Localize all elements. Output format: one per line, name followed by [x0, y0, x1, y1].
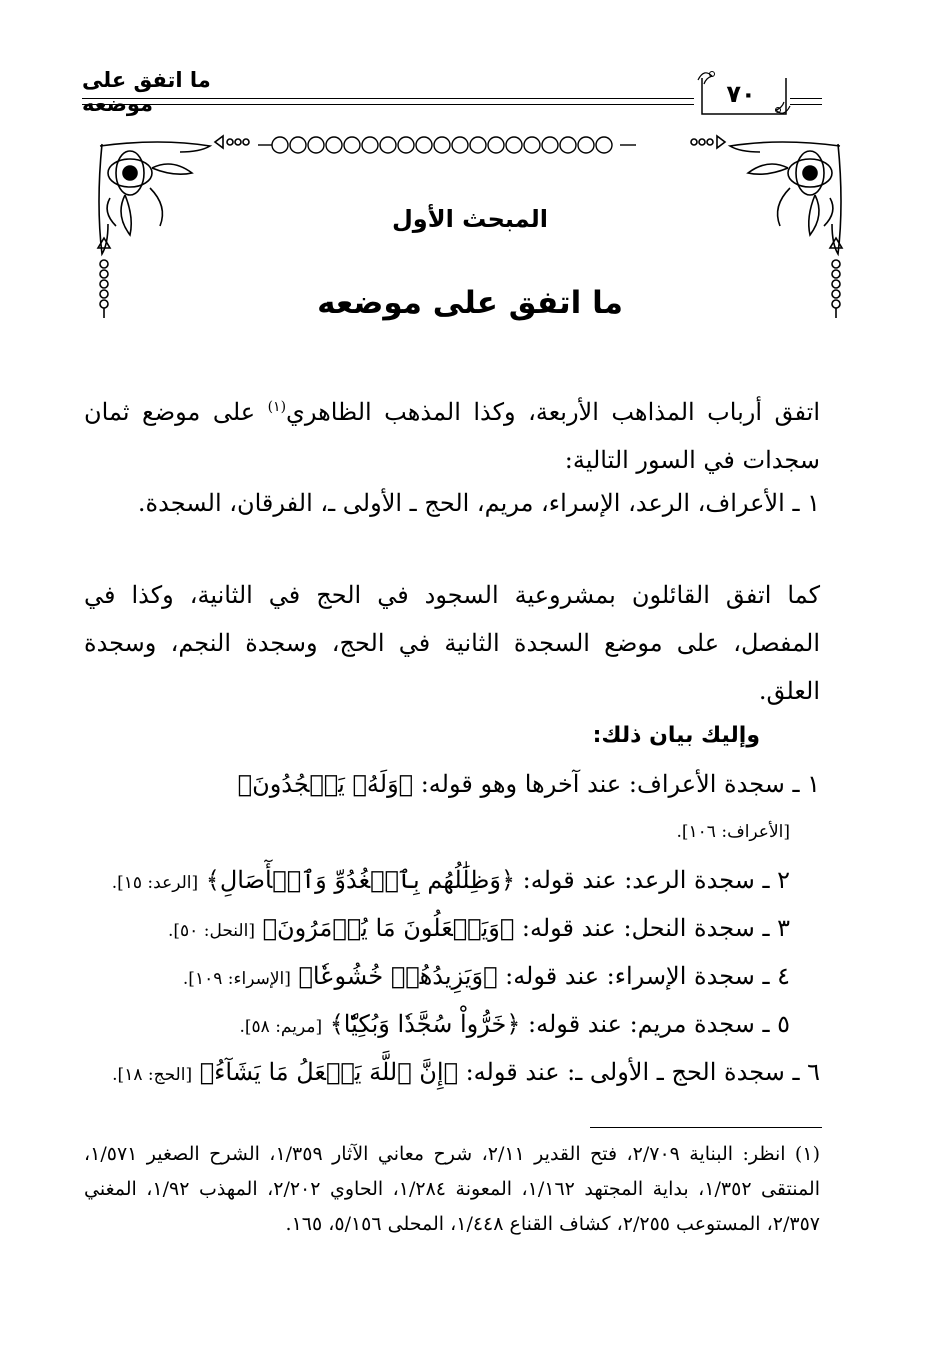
intro-paragraph [84, 383, 820, 484]
sajda-item-5 [84, 1000, 790, 1051]
list-first-paragraph: ١ ـ الأعراف، الرعد، الإسراء، مريم، الحج ـ الأولى ـ، الفرقان، السجدة. [137, 489, 820, 517]
footnote-separator [590, 1127, 822, 1128]
running-header-title: ما اتفق على موضعه [82, 68, 211, 116]
sajda-item-1-text: ١ ـ سجدة الأعراف: عند آخرها وهو قوله: ﴿وَلَهُۥ يَسۡجُدُونَ﴾ [237, 770, 820, 798]
sajda-item-3-text: ٣ ـ سجدة النحل: عند قوله: ﴿وَيَفۡعَلُونَ مَا يُؤۡمَرُونَ﴾ [262, 914, 790, 942]
sajda-item-4 [84, 952, 790, 1003]
page-number: ٧٠ [726, 80, 756, 108]
sajda-item-5-text: ٥ ـ سجدة مريم: عند قوله: ﴿خَرُّواْ سُجَّدٗا وَبُكِيّٗا﴾ [329, 1010, 790, 1038]
sajda-item-2-ref: [الرعد: ١٥]. [111, 873, 199, 893]
sajda-item-5-ref: [مريم: ٥٨]. [239, 1017, 323, 1037]
sajda-item-1-ref: [الأعراف: ١٠٦]. [676, 822, 790, 842]
intro-text-2: على موضع ثمان سجدات في السور التالية: [84, 398, 820, 474]
intro-text-1: اتفق أرباب المذاهب الأربعة، وكذا المذهب الظاهري [286, 398, 820, 426]
sajda-item-6-text: ٦ ـ سجدة الحج ـ الأولى ـ: عند قوله: ﴿إِنَّ ٱللَّهَ يَفۡعَلُ مَا يَشَآءُ﴾ [199, 1058, 820, 1086]
header-rule-top [82, 98, 694, 99]
sajda-item-6 [84, 1048, 820, 1099]
sajda-item-4-text: ٤ ـ سجدة الإسراء: عند قوله: ﴿وَيَزِيدُهُمۡ خُشُوعٗا﴾ [298, 962, 790, 990]
agreement-paragraph: كما اتفق القائلون بمشروعية السجود في الحج في الثانية، وكذا في المفصل، على موضع السجدة الثانية في الحج، وسجدة النجم، وسجدة العلق. [84, 581, 820, 705]
section-label: المبحث الأول [391, 205, 549, 233]
sajda-item-4-ref: [الإسراء: ١٠٩]. [182, 969, 291, 989]
header-rule-right-bottom [790, 104, 822, 105]
lead-heading: وإليك بيان ذلك: [592, 723, 760, 748]
footnote-text: (١) انظر: البناية ٢/٧٠٩، فتح القدير ٢/١١، شرح معاني الآثار ١/٣٥٩، الشرح الصغير ١/٥٧١، المنتقى ١/٣٥٢، بداية المجتهد ١/١٦٢، المعونة ١/٢٨٤، الحاوي ٢/٢٠٢، المهذب ١/٩٢، المغني ٢/٣٥٧، المستوعب ٢/٢٥٥، كشاف القناع ١/٤٤٨، المحلى ٥/١٥٦، ١٦٥. [84, 1143, 820, 1235]
sajda-item-2-text: ٢ ـ سجدة الرعد: عند قوله: ﴿وَظِلَٰلُهُم بِٱلۡغُدُوِّ وَٱلۡأٓصَالِ﴾ [205, 866, 790, 894]
sajda-item-2 [84, 856, 790, 907]
footnote-marker: (١) [267, 399, 287, 415]
header-rule-bottom [82, 104, 694, 105]
header-rule-right-top [790, 98, 822, 99]
sajda-item-3 [84, 904, 790, 955]
sajda-item-3-ref: [النحل: ٥٠]. [168, 921, 255, 941]
section-title: ما اتفق على موضعه [317, 285, 623, 321]
sajda-item-1 [84, 760, 820, 808]
sajda-item-6-ref: [الحج: ١٨]. [112, 1065, 193, 1085]
